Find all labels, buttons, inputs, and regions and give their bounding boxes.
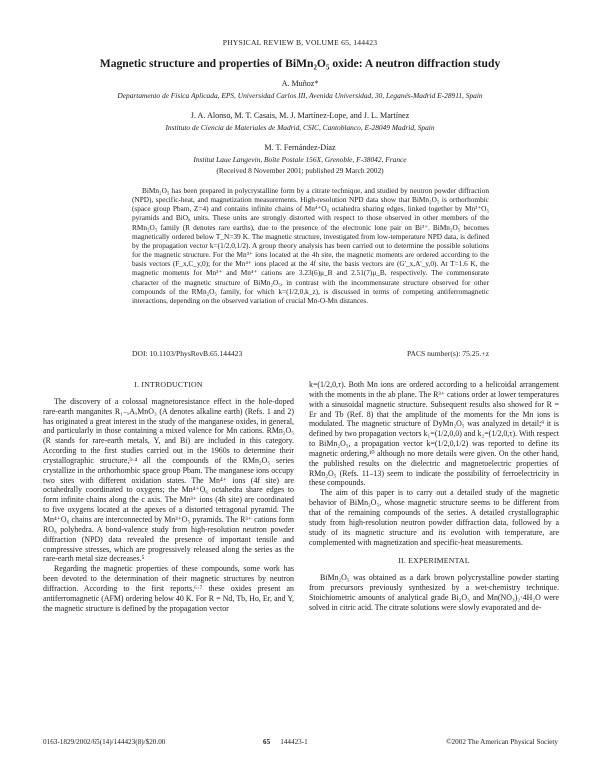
footer-volume: 65 [263, 738, 271, 746]
abstract: BiMn₂O₅ has been prepared in polycrystalline form by a citrate technique, and studied by neutron powder diffraction (NPD), specific-heat, and magnetization measurements. High-resolution NPD data show that BiMn₂O₅ is orthorhombic (space group Pbam, Z=4) and contains infinite chains of Mn⁴⁺O₆ octahedra sharing edges, linked together by Mn³⁺O₅ pyramids and BiO₈ units. These units are strongly distorted with respect to those observed in other members of the RMn₂O₅ family (R denotes rare earths), due to the presence of the electronic lone pair on Bi³⁺. BiMn₂O₅ becomes magnetically ordered below T_N=39 K. The magnetic structure, investigated from low-temperature NPD data, is defined by the propagation vector k=(1/2,0,1/2). A group theory analysis has been carried out to determine the possible solutions for the magnetic structure. For the Mn³⁺ ions located at the 4h site, the magnetic moments are ordered according to the basis vectors (F_x,C_y,0); for the Mn⁴⁺ ions placed at the 4f site, the basis vectors are (G'_x,A'_y,0). At T=1.6 K, the magnetic moments for Mn³⁺ and Mn⁴⁺ cations are 3.23(6)μ_B and 2.51(7)μ_B, respectively. The commensurate character of the magnetic structure of BiMn₂O₅, in contrast with the incommensurate structure observed for other compounds of the RMn₂O₅ family, for which k=(1/2,0,k_z), is discussed in terms of competing antiferromagnetic interactions, depending on the observed variation of crucial Mn-O-Mn distances. [132, 186, 489, 305]
footer-page-number [263, 738, 308, 746]
doi-row [132, 349, 489, 358]
author-line-2: J. A. Alonso, M. T. Casais, M. J. Martínez-Lope, and J. L. Martínez [190, 111, 410, 120]
paper-title: Magnetic structure and properties of BiMn₂O₅ oxide: A neutron diffraction study [99, 57, 501, 70]
left-column [43, 380, 294, 613]
footer-code: 0163-1829/2002/65(14)/144423(8)/$20.00 [43, 738, 166, 746]
doi-link[interactable]: DOI: 10.1103/PhysRevB.65.144423 [132, 349, 243, 358]
intro-paragraph-1: The discovery of a colossal magnetoresistance effect in the hole-doped rare-earth manganites R₁₋ₓAₓMnO₃ (A denotes alkaline earth) (Refs. 1 and 2) has originated a great interest in the study of the manganese oxides, in general, and particularly in those containing a mixed valence for Mn cations. RMn₂O₅ (R stands for rare-earth metals, Y, and Bi) are included in this category. According to the first studies carried out in the 1960s to determine their crystallographic structure,³·⁴ all the compounds of the RMn₂O₅ series crystallize in the orthorhombic space group Pbam. The manganese ions occupy two sites with different oxidation states. The Mn⁴⁺ ions (4f site) are octahedrally coordinated to oxygens; the Mn⁴⁺O₆ octahedra share edges to form infinite chains along the c axis. The Mn³⁺ ions (4h site) are coordinated to five oxygens located at the apexes of a distorted tetragonal pyramid. The Mn⁴⁺O₆ chains are interconnected by Mn³⁺O₅ pyramids. The R³⁺ cations form RO₈ polyhedra. A bond-valence study from high-resolution neutron powder diffraction (NPD) data revealed the presence of important tensile and compressive stresses, which are progressively released along the series as the rare-earth metal size decreases.⁵ [43, 396, 294, 564]
author-line-3: M. T. Fernández-Díaz [264, 143, 336, 152]
right-column [309, 380, 559, 613]
footer-page: 144423-1 [280, 738, 308, 746]
pacs-numbers: PACS number(s): 75.25.+z [406, 349, 489, 358]
intro-paragraph-3: k=(1/2,0,τ). Both Mn ions are ordered according to a helicoidal arrangement with the moments in the ab plane. The R³⁺ cations order at lower temperatures with a sinusoidal magnetic structure. Subsequent results also showed for R = Er and Tb (Ref. 8) that the amplitude of the moments for the Mn ions is modulated. The magnetic structure of DyMn₂O₅ was analyzed in detail;⁹ it is defined by two propagation vectors k₁=(1/2,0,0) and k₂=(1/2,0,τ). With respect to BiMn₂O₅, a propagation vector k=(1/2,0,1/2) was reported to define its magnetic ordering,¹⁰ although no more details were given. On the other hand, the published results on the dielectric and magnetoelectric properties of RMn₂O₅ (Refs. 11–13) seem to indicate the possibility of ferroelectricity in these compounds. [309, 380, 559, 488]
intro-paragraph-4: The aim of this paper is to carry out a detailed study of the magnetic behavior of BiMn₂O₅, whose magnetic structure seems to be different from that of the remaining compounds of the series. A detailed crystallographic study from high-resolution neutron powder diffraction data, followed by a study of its magnetic structure and its evolution with temperature, are complemented with magnetization and specific-heat measurements. [309, 488, 559, 547]
footer-copyright: ©2002 The American Physical Society [446, 738, 558, 746]
received-date: (Received 8 November 2001; published 29 March 2002) [216, 166, 384, 175]
section-heading-experimental: II. EXPERIMENTAL [398, 556, 470, 566]
author-line-1: A. Muñoz* [281, 79, 319, 88]
affiliation-1: Departamento de Física Aplicada, EPS, Universidad Carlos III, Avenida Universidad, 30, Leganés-Madrid E-28911, Spain [117, 91, 483, 100]
affiliation-2: Instituto de Ciencia de Materiales de Madrid, CSIC, Cantoblanco, E-28049 Madrid, Spain [165, 123, 435, 132]
affiliation-3: Institut Laue Langevin, Boîte Postale 156X, Grenoble, F-38042, France [193, 155, 407, 164]
intro-paragraph-2: Regarding the magnetic properties of these compounds, some work has been devoted to the determination of their magnetic structures by neutron diffraction. According to the first reports,⁶·⁷ these oxides present an antiferromagnetic (AFM) ordering below 40 K. For R = Nd, Tb, Ho, Er, and Y, the magnetic structure is defined by the propagation vector [43, 564, 294, 613]
journal-header: PHYSICAL REVIEW B, VOLUME 65, 144423 [222, 38, 378, 47]
section-heading-introduction: I. INTRODUCTION [134, 380, 203, 389]
experimental-paragraph-1: BiMn₂O₅ was obtained as a dark brown polycrystalline powder starting from precursors previously synthesized by a wet-chemistry technique. Stoichiometric amounts of analytical grade Bi₂O₃ and Mn(NO₃)₂·4H₂O were solved in citric acid. The citrate solutions were slowly evaporated and de- [309, 573, 559, 612]
